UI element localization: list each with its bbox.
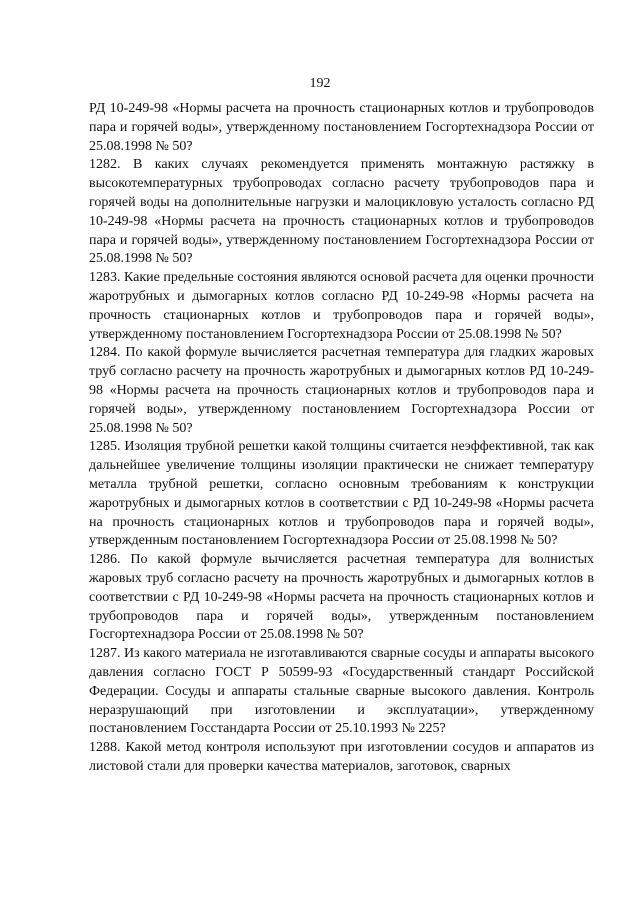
question-1284: 1284. По какой формуле вычисляется расчетная температура для гладких жаровых труб согласно расчету на прочность жаротрубных и дымогарных котлов РД 10-249-98 «Нормы расчета на прочность стационарных котлов и трубопроводов пара и горячей воды», утвержденному постановлением Госгортехнадзора России от 25.08.1998 № 50? <box>89 345 594 436</box>
question-continuation: РД 10-249-98 «Нормы расчета на прочность стационарных котлов и трубопроводов пара и горячей воды», утвержденному постановлением Госгортехнадзора России от 25.08.1998 № 50? <box>89 101 594 154</box>
question-1283: 1283. Какие предельные состояния являются основой расчета для оценки прочности жаротрубных и дымогарных котлов согласно РД 10-249-98 «Нормы расчета на прочность стационарных котлов и трубопроводов пара и горячей воды», утвержденному постановлением Госгортехнадзора России от 25.08.1998 № 50? <box>89 270 594 342</box>
question-1286: 1286. По какой формуле вычисляется расчетная температура для волнистых жаровых труб согласно расчету на прочность жаротрубных и дымогарных котлов в соответствии с РД 10-249-98 «Нормы расчета на прочность стационарных котлов и трубопроводов пара и горячей воды», утвержденным постановлением Госгортехнадзора России от 25.08.1998 № 50? <box>89 552 594 643</box>
question-1287: 1287. Из какого материала не изготавливаются сварные сосуды и аппараты высокого давления согласно ГОСТ Р 50599-93 «Государственный стандарт Российской Федерации. Сосуды и аппараты стальные сварные высокого давления. Контроль неразрушающий при изготовлении и эксплуатации», утвержденному постановлением Госстандарта России от 25.10.1993 № 225? <box>89 646 594 737</box>
page-number: 192 <box>309 76 331 91</box>
page-content <box>89 100 594 777</box>
question-1288: 1288. Какой метод контроля используют при изготовлении сосудов и аппаратов из листовой стали для проверки качества материалов, заготовок, сварных <box>89 740 594 774</box>
question-1282: 1282. В каких случаях рекомендуется применять монтажную растяжку в высокотемпературных трубопроводах согласно расчету трубопроводов пара и горячей воды на дополнительные нагрузки и малоцикловую усталость согласно РД 10-249-98 «Нормы расчета на прочность стационарных котлов и трубопроводов пара и горячей воды», утвержденному постановлением Госгортехнадзора России от 25.08.1998 № 50? <box>89 157 594 267</box>
question-1285: 1285. Изоляция трубной решетки какой толщины считается неэффективной, так как дальнейшее увеличение толщины изоляции практически не снижает температуру металла трубной решетки, согласно основным требованиям к конструкции жаротрубных и дымогарных котлов в соответствии с РД 10-249-98 «Нормы расчета на прочность стационарных котлов и трубопроводов пара и горячей воды», утвержденным постановлением Госгортехнадзора России от 25.08.1998 № 50? <box>89 439 594 549</box>
